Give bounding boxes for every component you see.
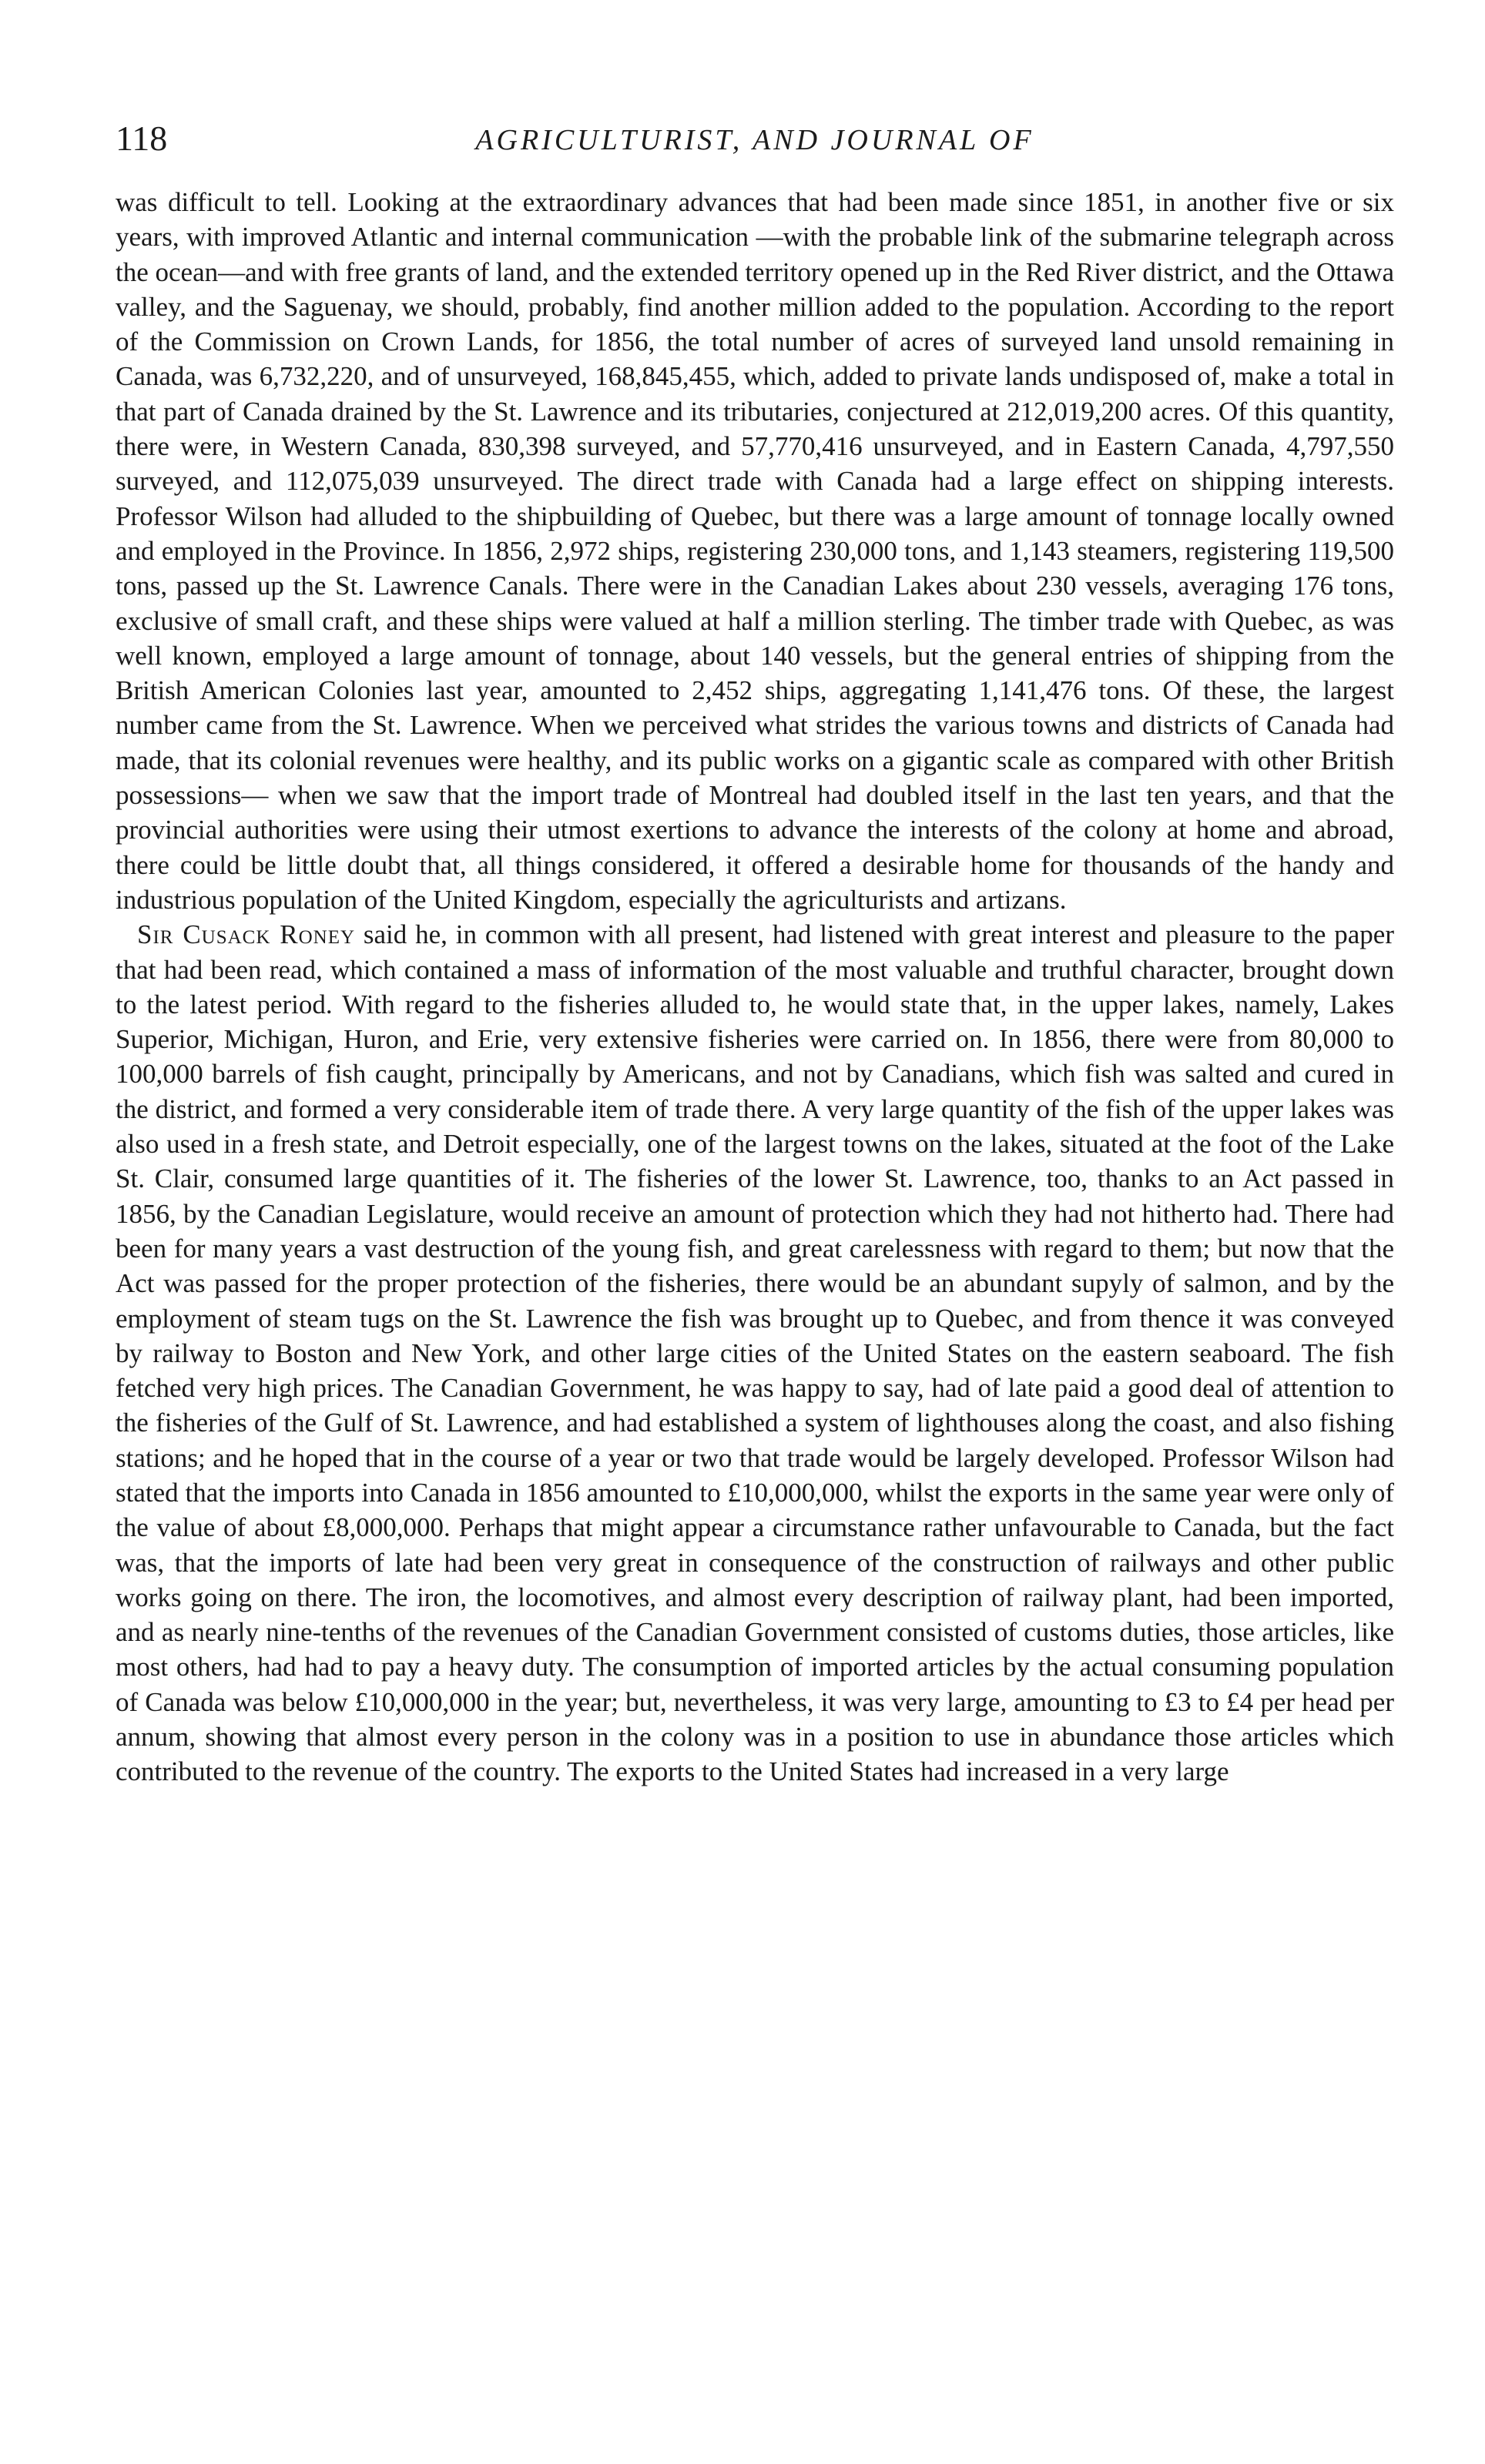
- running-head: [116, 116, 1394, 169]
- paragraph-text: said he, in common with all present, had listened with great interest and pleasure to the paper that had been read, which contained a mass of information of the most valuable and truthful character, brought down to the latest period. With regard to the fisheries alluded to, he would state that, in the upper lakes, namely, Lakes Superior, Michigan, Huron, and Erie, very extensive fisheries were carried on. In 1856, there were from 80,000 to 100,000 barrels of fish caught, principally by Americans, and not by Canadians, which fish was salted and cured in the district, and formed a very considerable item of trade there. A very large quantity of the fish of the upper lakes was also used in a fresh state, and Detroit especially, one of the largest towns on the lakes, situated at the foot of the Lake St. Clair, consumed large quantities of it. The fisheries of the lower St. Lawrence, too, thanks to an Act passed in 1856, by the Canadian Legislature, would receive an amount of protection which they had not hitherto had. There had been for many years a vast destruction of the young fish, and great carelessness with regard to them; but now that the Act was passed for the proper protection of the fisheries, there would be an abundant supyly of salmon, and by the employment of steam tugs on the St. Lawrence the fish was brought up to Quebec, and from thence it was conveyed by railway to Boston and New York, and other large cities of the United States on the eastern seaboard. The fish fetched very high prices. The Canadian Government, he was happy to say, had of late paid a good deal of attention to the fisheries of the Gulf of St. Lawrence, and had established a system of lighthouses along the coast, and also fishing stations; and he hoped that in the course of a year or two that trade would be largely developed. Professor Wilson had stated that the imports into Canada in 1856 amounted to £10,000,000, whilst the exports in the same year were only of the value of about £8,000,000. Perhaps that might appear a circumstance rather unfavourable to Canada, but the fact was, that the imports of late had been very great in consequence of the construction of railways and other public works going on there. The iron, the locomotives, and almost every description of railway plant, had been imported, and as nearly nine-tenths of the revenues of the Canadian Government consisted of customs duties, those articles, like most others, had had to pay a heavy duty. The consumption of imported articles by the actual consuming population of Canada was below £10,000,000 in the year; but, nevertheless, it was very large, amounting to £3 to £4 per head per annum, showing that almost every person in the colony was in a position to use in abundance those articles which contributed to the revenue of the country. The exports to the United States had increased in a very large: [116, 919, 1394, 1787]
- speaker-name: Sir Cusack Roney: [137, 919, 356, 950]
- running-title: AGRICULTURIST, AND JOURNAL OF: [475, 124, 1034, 156]
- paragraph-continued: was difficult to tell. Looking at the extraordinary advances that had been made since 1851, in another five or six years, with improved Atlantic and internal communication —with the probable link of the submarine telegraph across the ocean—and with free grants of land, and the extended territory opened up in the Red River district, and the Ottawa valley, and the Saguenay, we should, probably, find another million added to the population. According to the report of the Commission on Crown Lands, for 1856, the total number of acres of surveyed land unsold remaining in Canada, was 6,732,220, and of unsurveyed, 168,845,455, which, added to private lands undisposed of, make a total in that part of Canada drained by the St. Lawrence and its tributaries, conjectured at 212,019,200 acres. Of this quantity, there were, in Western Canada, 830,398 surveyed, and 57,770,416 unsurveyed, and in Eastern Canada, 4,797,550 surveyed, and 112,075,039 unsurveyed. The direct trade with Canada had a large effect on shipping interests. Professor Wilson had alluded to the shipbuilding of Quebec, but there was a large amount of tonnage locally owned and employed in the Province. In 1856, 2,972 ships, registering 230,000 tons, and 1,143 steamers, registering 119,500 tons, passed up the St. Lawrence Canals. There were in the Canadian Lakes about 230 vessels, averaging 176 tons, exclusive of small craft, and these ships were valued at half a million sterling. The timber trade with Quebec, as was well known, employed a large amount of tonnage, about 140 vessels, but the general entries of shipping from the British American Colonies last year, amounted to 2,452 ships, aggregating 1,141,476 tons. Of these, the largest number came from the St. Lawrence. When we perceived what strides the various towns and districts of Canada had made, that its colonial revenues were healthy, and its public works on a gigantic scale as compared with other British possessions— when we saw that the import trade of Montreal had doubled itself in the last ten years, and that the provincial authorities were using their utmost exertions to advance the interests of the colony at home and abroad, there could be little doubt that, all things considered, it offered a desirable home for thousands of the handy and industrious population of the United Kingdom, especially the agriculturists and artizans.: [116, 187, 1395, 915]
- paragraph-sir-cusack-roney: [116, 917, 1394, 1789]
- page-number: 118: [116, 119, 168, 158]
- article-body: [116, 185, 1394, 1789]
- document-page: [116, 116, 1394, 2426]
